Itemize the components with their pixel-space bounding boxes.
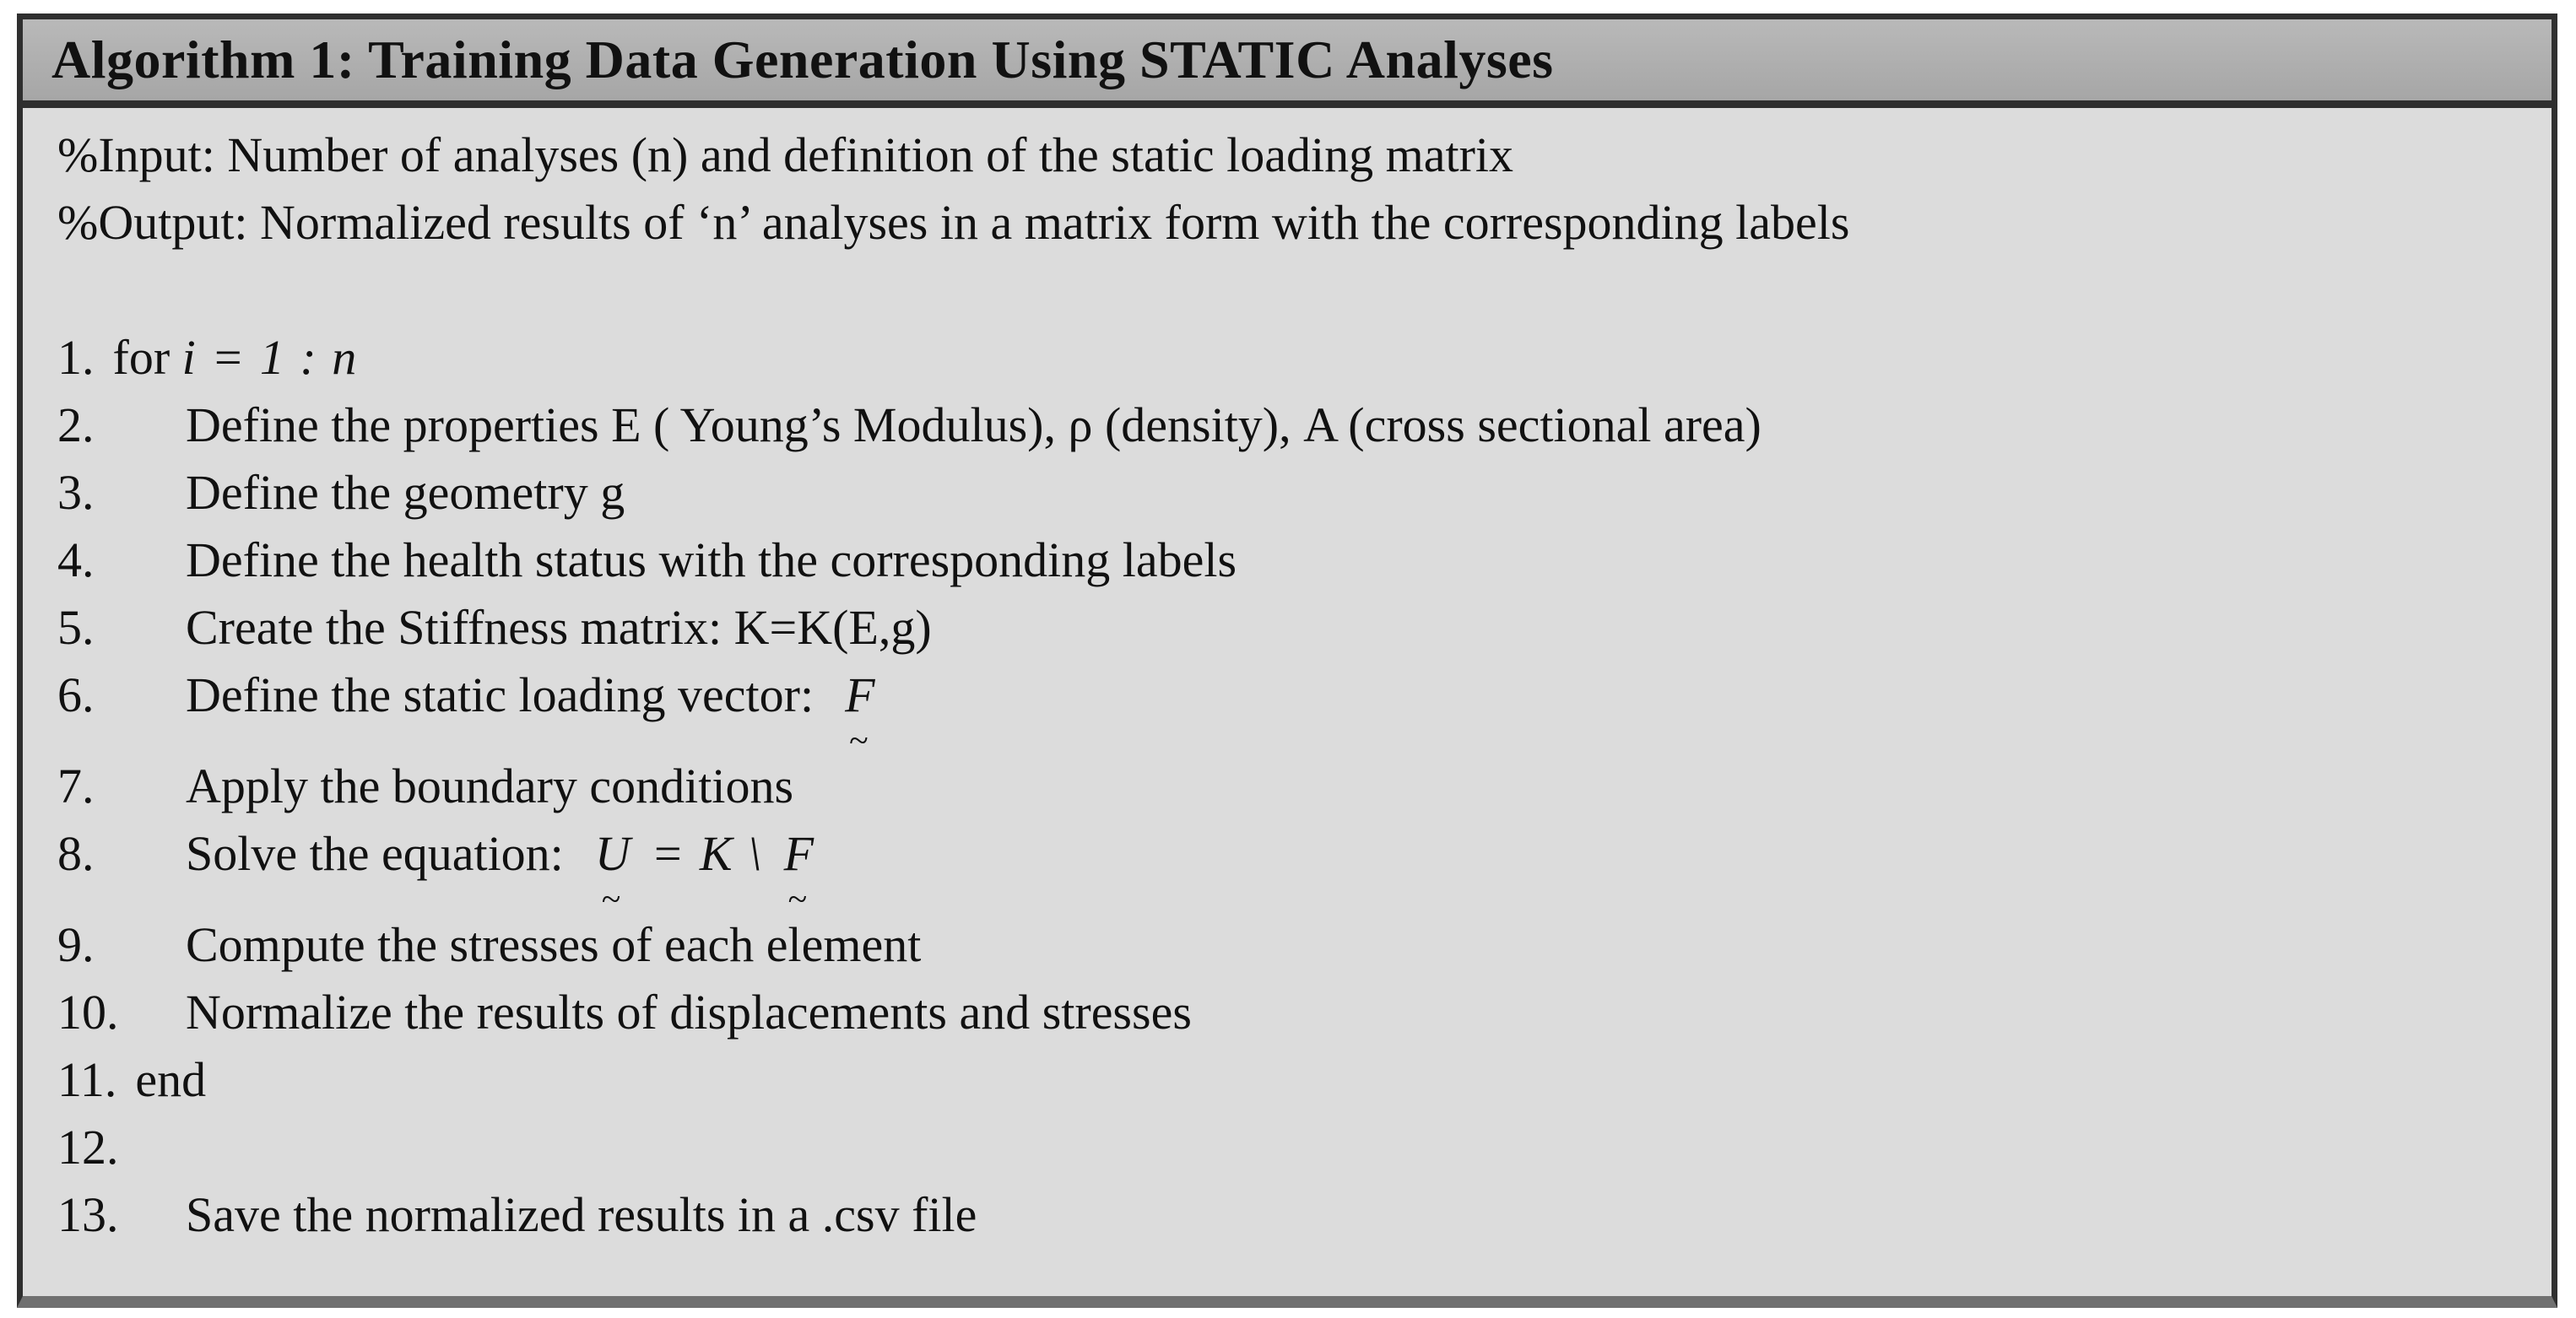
- plain-text: Define the health status with the corresponding labels: [186, 532, 1237, 587]
- line-number: 6.: [57, 667, 95, 722]
- plain-text: Create the Stiffness matrix: K=K(E,g): [186, 600, 932, 655]
- line-number: 3.: [57, 465, 95, 520]
- line-content: [113, 324, 359, 392]
- line-content: [186, 594, 932, 662]
- line-content: [186, 753, 793, 820]
- algo-step-line: [57, 662, 2518, 761]
- math-text: = K \: [636, 826, 777, 881]
- algo-step-line: [57, 1114, 2518, 1181]
- algo-step-line: [57, 911, 2518, 979]
- plain-text: end: [135, 1052, 207, 1107]
- plain-text: Normalize the results of displacements and stresses: [186, 985, 1192, 1040]
- line-number: 8.: [57, 826, 95, 881]
- plain-text: for: [112, 330, 182, 385]
- line-content: [186, 1181, 977, 1249]
- algo-step-line: [57, 753, 2518, 820]
- line-number: 13.: [57, 1187, 119, 1242]
- line-content: [57, 122, 1513, 189]
- line-content: [186, 527, 1237, 594]
- math-text: i = 1 : n: [181, 330, 359, 385]
- algo-step-line: [57, 1181, 2518, 1249]
- plain-text: Solve the equation:: [186, 826, 588, 881]
- line-content: [186, 662, 882, 761]
- line-number: 1.: [57, 330, 95, 385]
- algo-comment-line: [57, 189, 2518, 257]
- under-tilde: ~: [849, 721, 869, 761]
- algo-step-line: [57, 527, 2518, 594]
- line-number: 7.: [57, 759, 95, 813]
- plain-text: %Output: Normalized results of ‘n’ analyses in a matrix form with the corresponding labels: [57, 195, 1850, 250]
- line-number: 11.: [57, 1052, 117, 1107]
- under-tilde: ~: [787, 880, 808, 920]
- line-content: [186, 392, 1762, 459]
- plain-text: %Input: Number of analyses (n) and definition of the static loading matrix: [57, 127, 1514, 182]
- plain-text: Define the static loading vector:: [186, 667, 839, 722]
- algorithm-title-bar: [23, 19, 2552, 108]
- line-content: [186, 979, 1192, 1046]
- line-number: 2.: [57, 397, 95, 452]
- plain-text: Apply the boundary conditions: [186, 759, 794, 813]
- plain-text: Define the properties E ( Young’s Modulus), ρ (density), A (cross sectional area): [186, 397, 1762, 452]
- line-number: 10.: [57, 985, 119, 1040]
- vector-undertilde-symbol: F ~: [783, 826, 814, 920]
- algorithm-lines: [23, 108, 2552, 1249]
- line-content: [186, 911, 921, 979]
- algorithm-title: Algorithm 1: Training Data Generation Using STATIC Analyses: [51, 30, 1554, 89]
- algo-blank-line: [57, 257, 2518, 324]
- line-number: 4.: [57, 532, 95, 587]
- algo-step-line: [57, 979, 2518, 1046]
- under-tilde: ~: [601, 880, 621, 920]
- plain-text: Save the normalized results in a .csv file: [186, 1187, 977, 1242]
- algo-step-line: [57, 1046, 2518, 1114]
- line-number: 12.: [57, 1120, 119, 1175]
- line-content: [186, 820, 820, 920]
- algo-step-line: [57, 392, 2518, 459]
- line-number: 9.: [57, 917, 95, 972]
- algo-step-line: [57, 594, 2518, 662]
- line-content: [186, 459, 625, 527]
- algo-comment-line: [57, 122, 2518, 189]
- line-content: [135, 1046, 206, 1114]
- vector-undertilde-symbol: F ~: [845, 667, 875, 761]
- line-content: [57, 189, 1849, 257]
- line-number: 5.: [57, 600, 95, 655]
- algorithm-box: [17, 14, 2557, 1308]
- plain-text: Compute the stresses of each element: [186, 917, 922, 972]
- algo-step-line: [57, 459, 2518, 527]
- algo-step-line: [57, 324, 2518, 392]
- vector-undertilde-symbol: U ~: [594, 826, 630, 920]
- plain-text: Define the geometry g: [186, 465, 625, 520]
- algo-step-line: [57, 820, 2518, 920]
